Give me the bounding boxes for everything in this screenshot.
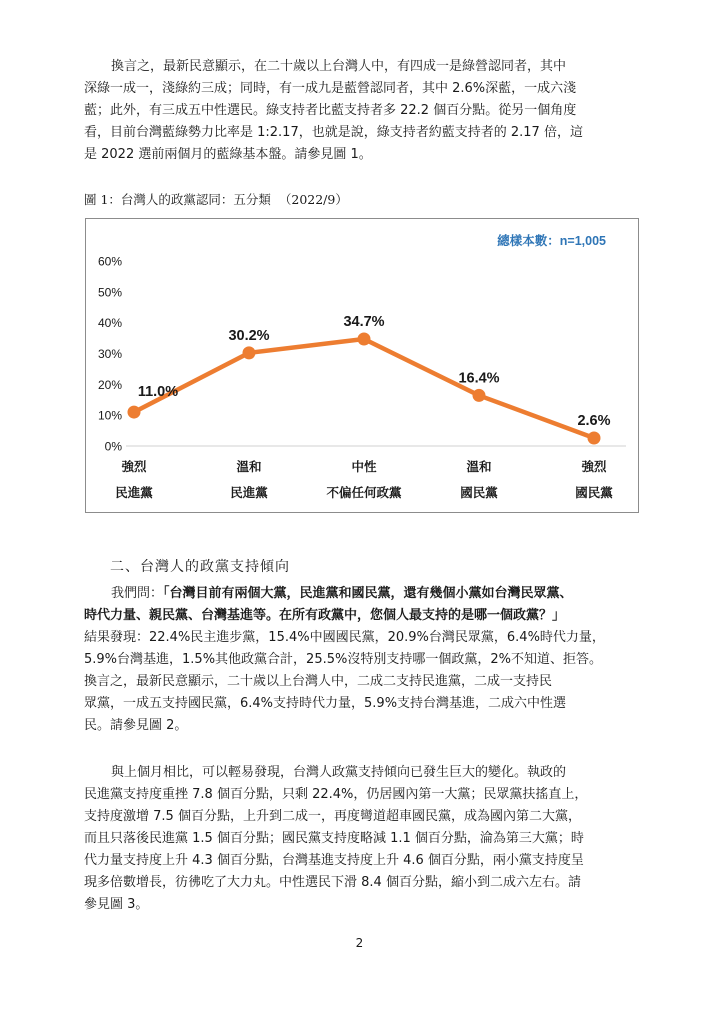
text-line: 結果發現：22.4%民主進步黨，15.4%中國國民黨，20.9%台灣民眾黨，6.4%時代力量， [84, 630, 605, 645]
text-line: 與上個月相比，可以輕易發現，台灣人政黨支持傾向已發生巨大的變化。執政的 [111, 765, 567, 780]
chart-svg [86, 219, 638, 512]
data-points [128, 333, 601, 445]
x-category-label: 國民黨 [575, 486, 613, 500]
x-category-label: 民進黨 [115, 486, 153, 500]
sample-size-annotation: 總樣本數：n=1,005 [497, 234, 606, 248]
data-label: 16.4% [458, 370, 500, 387]
data-label: 2.6% [577, 412, 611, 429]
data-label: 30.2% [228, 327, 270, 344]
section-title: 二、台灣人的政黨支持傾向 [110, 559, 290, 575]
data-label: 34.7% [343, 314, 385, 331]
comparison-paragraph [84, 762, 644, 916]
y-tick-label: 20% [97, 377, 122, 392]
text-line: 是 2022 選前兩個月的藍綠基本盤。請參見圖 1。 [84, 147, 372, 162]
text-line: 而且只落後民進黨 1.5 個百分點；國民黨支持度略減 1.1 個百分點，淪為第三大黨；時 [84, 831, 584, 846]
y-tick-label: 40% [97, 316, 122, 331]
x-category-label: 中性 [351, 460, 377, 474]
text-line: 深綠一成一，淺綠約三成；同時，有一成九是藍營認同者，其中 2.6%深藍，一成六淺 [84, 81, 577, 96]
data-label: 11.0% [137, 384, 179, 401]
x-category-label: 溫和 [236, 460, 262, 474]
figure-caption: 圖 1：台灣人的政黨認同：五分類 （2022/9） [84, 192, 348, 207]
x-category-label: 國民黨 [460, 486, 498, 500]
question-lead: 我們問： [111, 586, 164, 601]
data-point [358, 333, 371, 346]
x-category-label: 溫和 [466, 460, 492, 474]
text-line: 換言之，最新民意顯示，二十歲以上台灣人中，二成二支持民進黨，二成一支持民 [84, 674, 553, 689]
x-axis [115, 446, 626, 500]
data-point [588, 431, 601, 444]
data-point [243, 346, 256, 359]
series-line [134, 339, 594, 438]
y-tick-label: 60% [97, 254, 122, 269]
text-line: 換言之，最新民意顯示，在二十歲以上台灣人中，有四成一是綠營認同者，其中 [111, 59, 567, 74]
x-category-label: 強烈 [581, 460, 607, 474]
question-text-line2: 時代力量、親民黨、台灣基進等。在所有政黨中，您個人最支持的是哪一個政黨？」 [84, 608, 566, 623]
data-point [473, 389, 486, 402]
y-tick-label: 0% [104, 439, 122, 454]
y-tick-label: 50% [97, 285, 122, 300]
text-line: 支持度激增 7.5 個百分點，上升到二成一，再度彎道超車國民黨，成為國內第二大黨， [84, 809, 581, 824]
page-number: 2 [355, 936, 364, 950]
text-line: 民進黨支持度重挫 7.8 個百分點，只剩 22.4%，仍居國內第一大黨；民眾黨扶搖直上， [84, 787, 588, 802]
question-text-line1: 「台灣目前有兩個大黨，民進黨和國民黨，還有幾個小黨如台灣民眾黨、 [163, 586, 573, 601]
text-line: 參見圖 3。 [84, 897, 149, 912]
text-line: 代力量支持度上升 4.3 個百分點，台灣基進支持度上升 4.6 個百分點，兩小黨支持度呈 [84, 853, 584, 868]
text-line: 民。請參見圖 2。 [84, 718, 188, 733]
question-paragraph [84, 583, 644, 737]
x-category-label: 強烈 [121, 460, 147, 474]
text-line: 藍；此外，有三成五中性選民。綠支持者比藍支持者多 22.2 個百分點。從另一個角度 [84, 103, 577, 118]
text-line: 現多倍數增長，彷彿吃了大力丸。中性選民下滑 8.4 個百分點，縮小到二成六左右。請 [84, 875, 581, 890]
y-tick-label: 10% [97, 408, 122, 423]
data-point [128, 406, 141, 419]
y-axis [98, 255, 122, 454]
x-category-label: 民進黨 [230, 486, 268, 500]
text-line: 看，目前台灣藍綠勢力比率是 1:2.17，也就是說，綠支持者約藍支持者的 2.17 倍，這 [84, 125, 583, 140]
text-line: 眾黨，一成五支持國民黨，6.4%支持時代力量，5.9%支持台灣基進，二成六中性選 [84, 696, 567, 711]
intro-paragraph [84, 56, 644, 166]
party-identification-chart [85, 218, 639, 513]
y-tick-label: 30% [97, 347, 122, 361]
text-line: 5.9%台灣基進，1.5%其他政黨合計，25.5%沒特別支持哪一個政黨，2%不知道、拒答。 [84, 652, 602, 667]
x-category-label: 不偏任何政黨 [326, 486, 402, 500]
question-line [84, 583, 644, 605]
